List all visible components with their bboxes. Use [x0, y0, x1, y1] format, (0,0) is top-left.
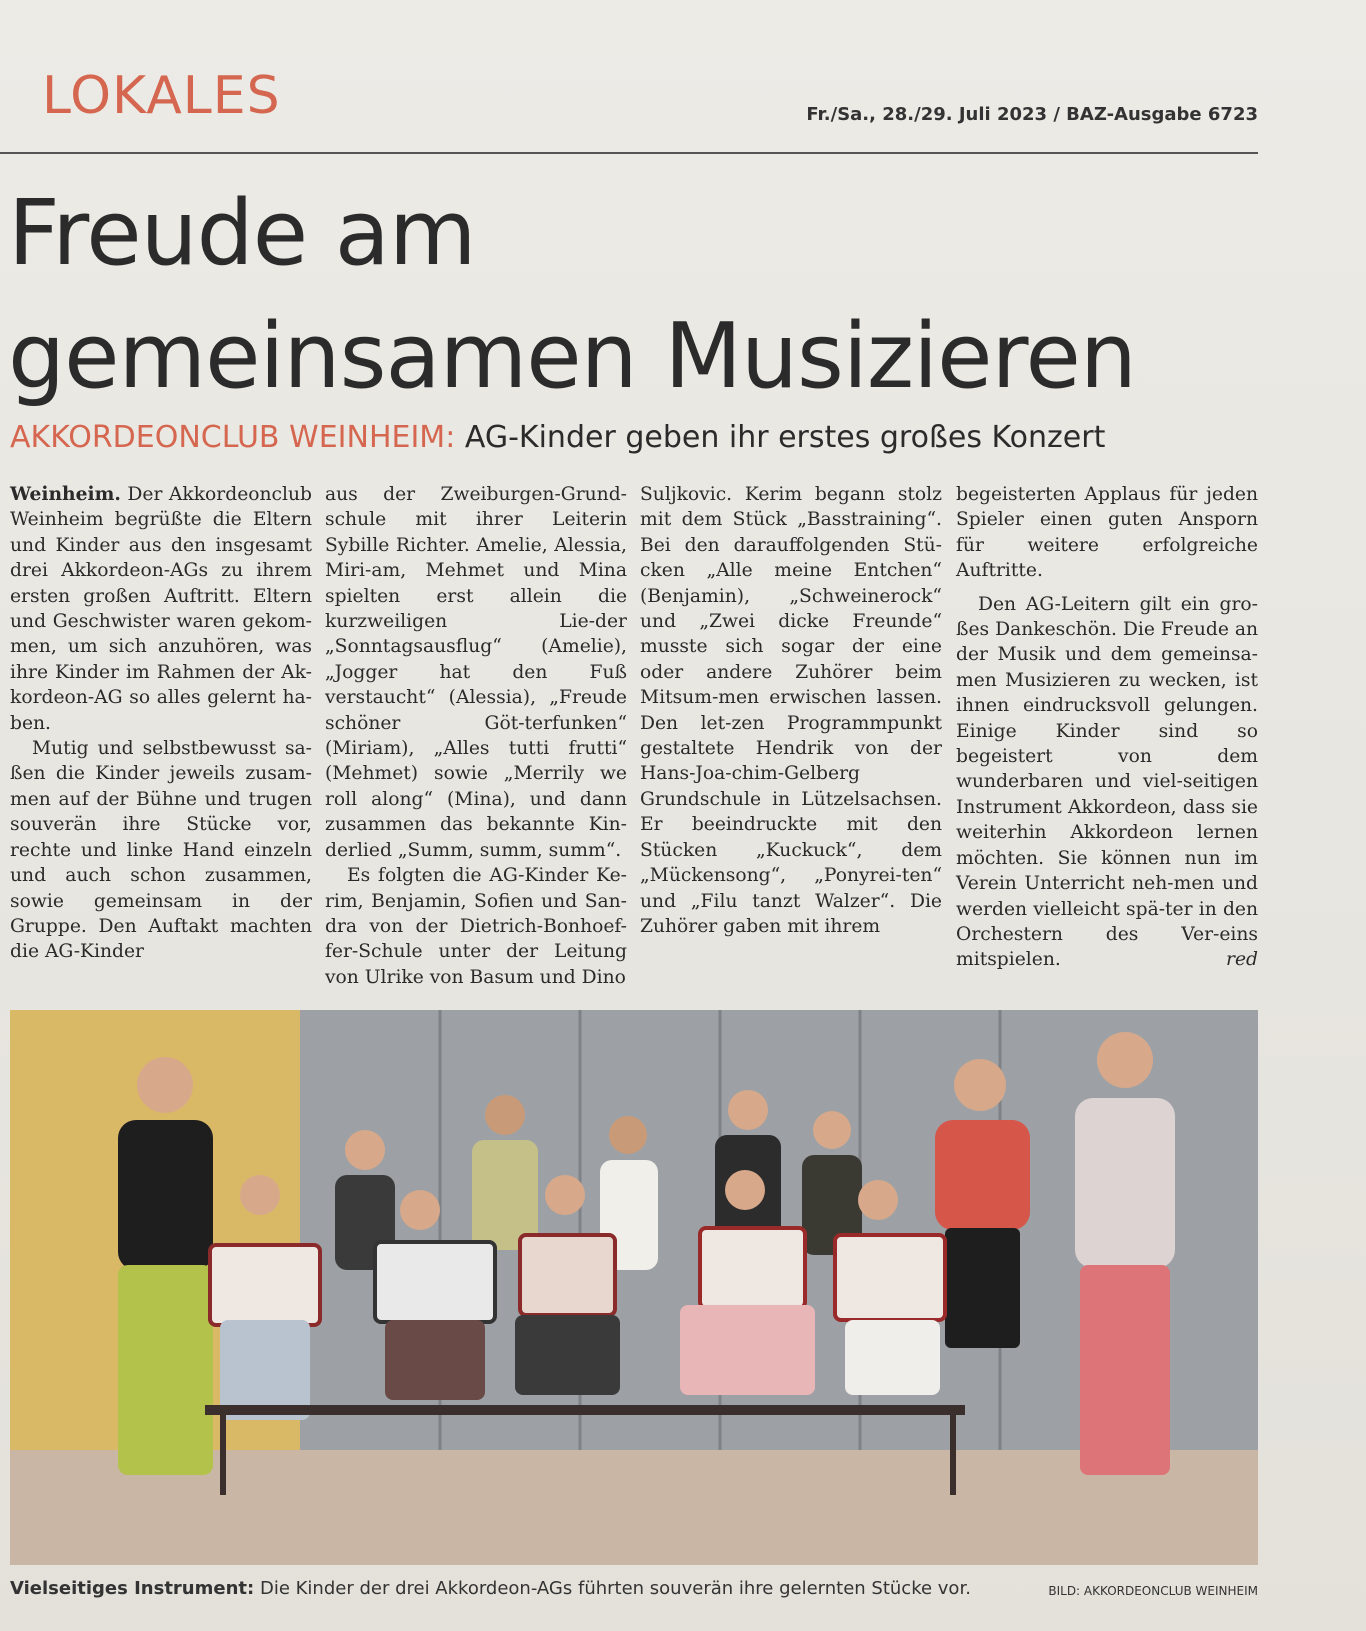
author-signature: red [1226, 949, 1258, 971]
caption-title: Vielseitiges Instrument: [10, 1578, 255, 1599]
subheadline [10, 420, 1105, 455]
headline-line-1: Freude am [8, 181, 476, 286]
paragraph: Den AG-Leitern gilt ein gro-ßes Dankeschön. Die Freude an der Musik und dem gemeinsa-men Musizieren zu wecken, ist ihnen eindrucksvoll gelungen. Einige Kinder sind so begeistert von dem wunderbaren und viel-seitigen Instrument Akkordeon, dass sie weiterhin Akkordeon lernen möchten. Sie können nun im Verein Unterricht neh-men und werden vielleicht spä-ter in den Orchestern des Ver-eins mitspielen. [956, 593, 1258, 971]
photo-caption [10, 1578, 971, 1599]
paragraph: Es folgten die AG-Kinder Ke-rim, Benjamin, Sofien und San-dra von der Dietrich-Bonhoef-fer-Schule unter der Leitung von Ulrike von Basum und Dino [325, 865, 627, 988]
article-column-1 [10, 482, 312, 965]
place-lead: Weinheim. [10, 483, 121, 505]
group-photo-illustration [10, 1010, 1258, 1565]
article-column-4 [956, 482, 1258, 973]
group-photo [10, 1010, 1258, 1565]
article-column-2 [325, 482, 627, 990]
article-column-3 [640, 482, 942, 939]
subheadline-text: AG-Kinder geben ihr erstes großes Konzert [464, 420, 1106, 455]
caption-text: Die Kinder der drei Akkordeon-AGs führten souverän ihre gelernten Stücke vor. [259, 1578, 971, 1599]
paragraph: Der Akkordeonclub Weinheim begrüßte die Eltern und Kinder aus den insgesamt drei Akkordeon-AGs zu ihrem ersten großen Auftritt. Eltern und Geschwister waren gekom-men, um sich anzuhören, was ihre Kinder im Rahmen der Ak-kordeon-AG so alles gelernt ha-ben. [10, 484, 312, 734]
section-label: LOKALES [42, 66, 281, 126]
paragraph: aus der Zweiburgen-Grund-schule mit ihrer Leiterin Sybille Richter. Amelie, Alessia, Miri-am, Mehmet und Mina spielten erst allein die kurzweiligen Lie-der „Sonntagsausflug“ (Amelie), „Jogger hat den Fuß verstaucht“ (Alessia), „Freude schöner Göt-terfunken“ (Miriam), „Alles tutti frutti“ (Mehmet) sowie „Merrily we roll along“ (Mina), und dann zusammen das bekannte Kin-derlied „Summ, summ, summ“. [325, 484, 627, 861]
headline [8, 172, 1268, 418]
adult-right-pink-trousers [1075, 1032, 1175, 1475]
paragraph: begeisterten Applaus für jeden Spieler einen guten Ansporn für weitere erfolgreiche Auftritte. [956, 484, 1258, 582]
article-body [10, 482, 1260, 988]
dateline: Fr./Sa., 28./29. Juli 2023 / BAZ-Ausgabe 6723 [806, 104, 1258, 125]
kicker: AKKORDEONCLUB WEINHEIM: [10, 420, 456, 455]
header-rule [0, 152, 1258, 154]
paragraph: Mutig und selbstbewusst sa-ßen die Kinder jeweils zusam-men auf der Bühne und trugen souverän ihre Stücke vor, rechte und linke Hand einzeln und auch schon zusammen, sowie gemeinsam in der Gruppe. Den Auftakt machten die AG-Kinder [10, 738, 312, 963]
headline-line-2: gemeinsamen Musizieren [8, 304, 1136, 409]
paragraph: Suljkovic. Kerim begann stolz mit dem Stück „Basstraining“. Bei den darauffolgenden Stü-cken „Alle meine Entchen“ (Benjamin), „Schweinerock“ und „Zwei dicke Freunde“ musste sich sogar der eine oder andere Zuhörer beim Mitsum-men erwischen lassen. Den let-zen Programmpunkt gestaltete Hendrik von der Hans-Joa-chim-Gelberg Grundschule in Lützelsachsen. Er beeindruckte mit den Stücken „Kuckuck“, dem „Mückensong“, „Ponyrei-ten“ und „Filu tanzt Walzer“. Die Zuhörer gaben mit ihrem [640, 484, 942, 937]
photo-credit: BILD: AKKORDEONCLUB WEINHEIM [1048, 1584, 1258, 1598]
